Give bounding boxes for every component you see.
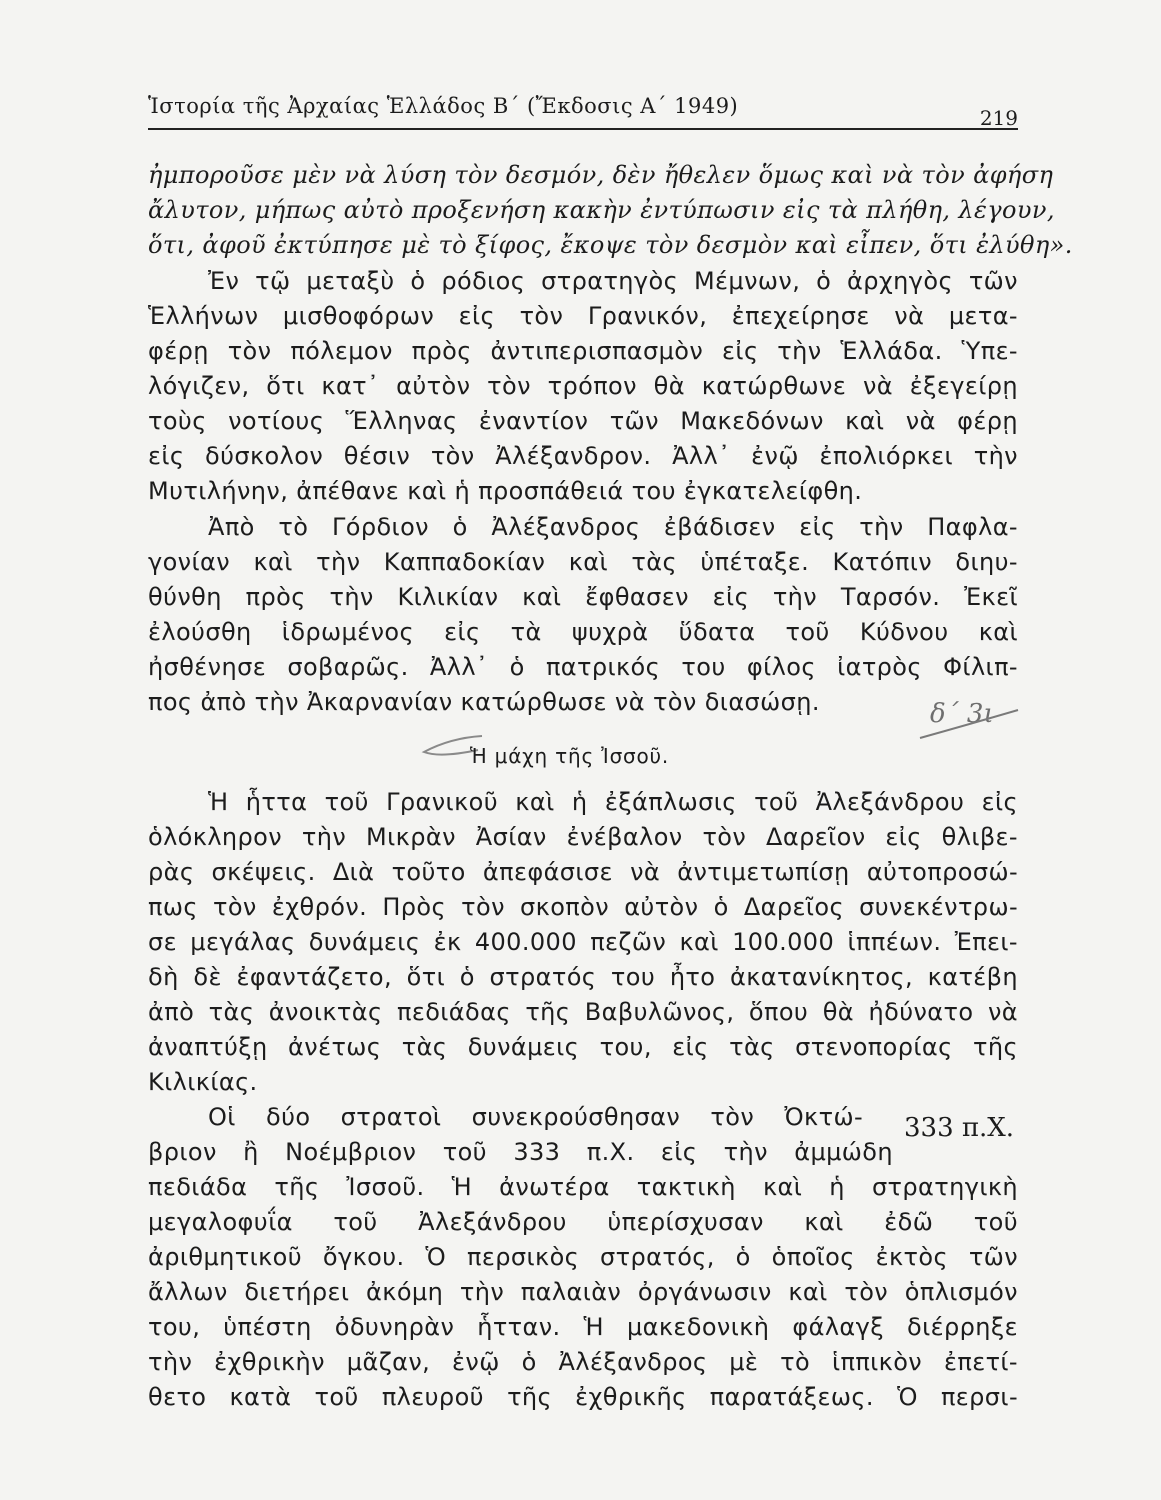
- text-line: δὴ δὲ ἐφαντάζετο, ὅτι ὁ στρατός του ἦτο ἀκατανίκητος, κατέβη: [148, 963, 1018, 991]
- text-line: ὁλόκληρον τὴν Μικρὰν Ἀσίαν ἐνέβαλον τὸν Δαρεῖον εἰς θλιβε-: [148, 823, 1018, 851]
- text-line: του, ὑπέστη ὀδυνηρὰν ἧτταν. Ἡ μακεδονικὴ φάλαγξ διέρρηξε: [148, 1313, 1018, 1341]
- text-line: τὴν ἐχθρικὴν μᾶζαν, ἐνῷ ὁ Ἀλέξανδρος μὲ τὸ ἱππικὸν ἐπετί-: [148, 1348, 1018, 1376]
- quote-line: ὅτι, ἀφοῦ ἐκτύπησε μὲ τὸ ξίφος, ἔκοψε τὸν δεσμὸν καὶ εἶπεν, ὅτι ἐλύθη».: [148, 231, 1073, 259]
- text-line: ἀναπτύξῃ ἀνέτως τὰς δυνάμεις του, εἰς τὰς στενοπορίας τῆς: [148, 1033, 1018, 1061]
- text-line: Ἀπὸ τὸ Γόρδιον ὁ Ἀλέξανδρος ἐβάδισεν εἰς τὴν Παφλα-: [208, 513, 1018, 541]
- text-line: ρὰς σκέψεις. Διὰ τοῦτο ἀπεφάσισε νὰ ἀντιμετωπίσῃ αὐτοπροσώ-: [148, 858, 1018, 886]
- quote-block: [148, 158, 1073, 263]
- text-line: Ἐν τῷ μεταξὺ ὁ ρόδιος στρατηγὸς Μέμνων, ὁ ἀρχηγὸς τῶν: [208, 267, 1018, 295]
- text-line: λόγιζεν, ὅτι κατ᾽ αὐτὸν τὸν τρόπον θὰ κατώρθωνε νὰ ἐξεγείρῃ: [148, 372, 1018, 400]
- handwritten-annotation: [900, 688, 1030, 748]
- text-line: πως τὸν ἐχθρόν. Πρὸς τὸν σκοπὸν αὐτὸν ὁ Δαρεῖος συνεκέντρω-: [148, 893, 1018, 921]
- quote-line: ἠμποροῦσε μὲν νὰ λύση τὸν δεσμόν, δὲν ἤθελεν ὅμως καὶ νὰ τὸν ἀφήση: [148, 161, 1054, 189]
- text-line: ἀριθμητικοῦ ὄγκου. Ὁ περσικὸς στρατός, ὁ ὁποῖος ἐκτὸς τῶν: [148, 1243, 1018, 1271]
- text-line: ἄλλων διετήρει ἀκόμη τὴν παλαιὰν ὀργάνωσιν καὶ τὸν ὁπλισμόν: [148, 1278, 1018, 1306]
- running-title: Ἱστορία τῆς Ἀρχαίας Ἑλλάδος Β΄ (Ἔκδοσις Α΄ 1949): [148, 94, 739, 118]
- margin-note-date: 333 π.Χ.: [904, 1113, 1015, 1143]
- text-line: μεγαλοφυΐα τοῦ Ἀλεξάνδρου ὑπερίσχυσαν καὶ ἐδῶ τοῦ: [148, 1208, 1018, 1236]
- quote-line: ἄλυτον, μήπως αὐτὸ προξενήση κακὴν ἐντύπωσιν εἰς τὰ πλήθη, λέγουν,: [148, 196, 1055, 224]
- text-line: πος ἀπὸ τὴν Ἀκαρνανίαν κατώρθωσε νὰ τὸν διασώσῃ.: [148, 688, 820, 716]
- text-line: Μυτιλήνην, ἀπέθανε καὶ ἡ προσπάθειά του ἐγκατελείφθη.: [148, 477, 863, 505]
- annotation-text: δ΄ 3ι: [930, 699, 994, 729]
- text-line: θύνθη πρὸς τὴν Κιλικίαν καὶ ἔφθασεν εἰς τὴν Ταρσόν. Ἐκεῖ: [148, 583, 1018, 611]
- text-line: πεδιάδα τῆς Ἰσσοῦ. Ἡ ἀνωτέρα τακτικὴ καὶ ἡ στρατηγικὴ: [148, 1173, 1018, 1201]
- text-line: βριον ἢ Νοέμβριον τοῦ 333 π.Χ. εἰς τὴν ἀμμώδη: [148, 1138, 893, 1166]
- text-line: εἰς δύσκολον θέσιν τὸν Ἀλέξανδρον. Ἀλλ᾽ ἐνῷ ἐπολιόρκει τὴν: [148, 442, 1018, 470]
- text-line: Ἑλλήνων μισθοφόρων εἰς τὸν Γρανικόν, ἐπεχείρησε νὰ μετα-: [148, 302, 1018, 330]
- paragraph-darius: [148, 785, 1018, 1100]
- paragraph-gordion: [148, 510, 1018, 720]
- page-number: 219: [979, 106, 1018, 130]
- text-line: Κιλικίας.: [148, 1068, 258, 1096]
- text-line: φέρῃ τὸν πόλεμον πρὸς ἀντιπερισπασμὸν εἰς τὴν Ἑλλάδα. Ὑπε-: [148, 337, 1018, 365]
- text-line: θετο κατὰ τοῦ πλευροῦ τῆς ἐχθρικῆς παρατάξεως. Ὁ περσι-: [148, 1383, 1018, 1411]
- text-line: Ἡ ἧττα τοῦ Γρανικοῦ καὶ ἡ ἐξάπλωσις τοῦ Ἀλεξάνδρου εἰς: [208, 788, 1018, 816]
- text-line: ἐλούσθη ἱδρωμένος εἰς τὰ ψυχρὰ ὕδατα τοῦ Κύδνου καὶ: [148, 618, 1018, 646]
- paragraph-issus: [148, 1100, 1018, 1415]
- paragraph-memnon: [148, 264, 1018, 509]
- text-line: σε μεγάλας δυνάμεις ἐκ 400.000 πεζῶν καὶ 100.000 ἱππέων. Ἐπει-: [148, 928, 1018, 956]
- text-line: γονίαν καὶ τὴν Καππαδοκίαν καὶ τὰς ὑπέταξε. Κατόπιν διηυ-: [148, 548, 1018, 576]
- text-line: ἀπὸ τὰς ἀνοικτὰς πεδιάδας τῆς Βαβυλῶνος, ὅπου θὰ ἠδύνατο νὰ: [148, 998, 1018, 1026]
- text-line: Οἱ δύο στρατοὶ συνεκρούσθησαν τὸν Ὀκτώ-: [208, 1103, 863, 1131]
- text-line: τοὺς νοτίους Ἕλληνας ἐναντίον τῶν Μακεδόνων καὶ νὰ φέρῃ: [148, 407, 1018, 435]
- section-heading: Ἡ μάχη τῆς Ἰσσοῦ.: [470, 744, 670, 768]
- running-header: [148, 92, 1018, 130]
- text-line: ἠσθένησε σοβαρῶς. Ἀλλ᾽ ὁ πατρικός του φίλος ἰατρὸς Φίλιπ-: [148, 653, 1018, 681]
